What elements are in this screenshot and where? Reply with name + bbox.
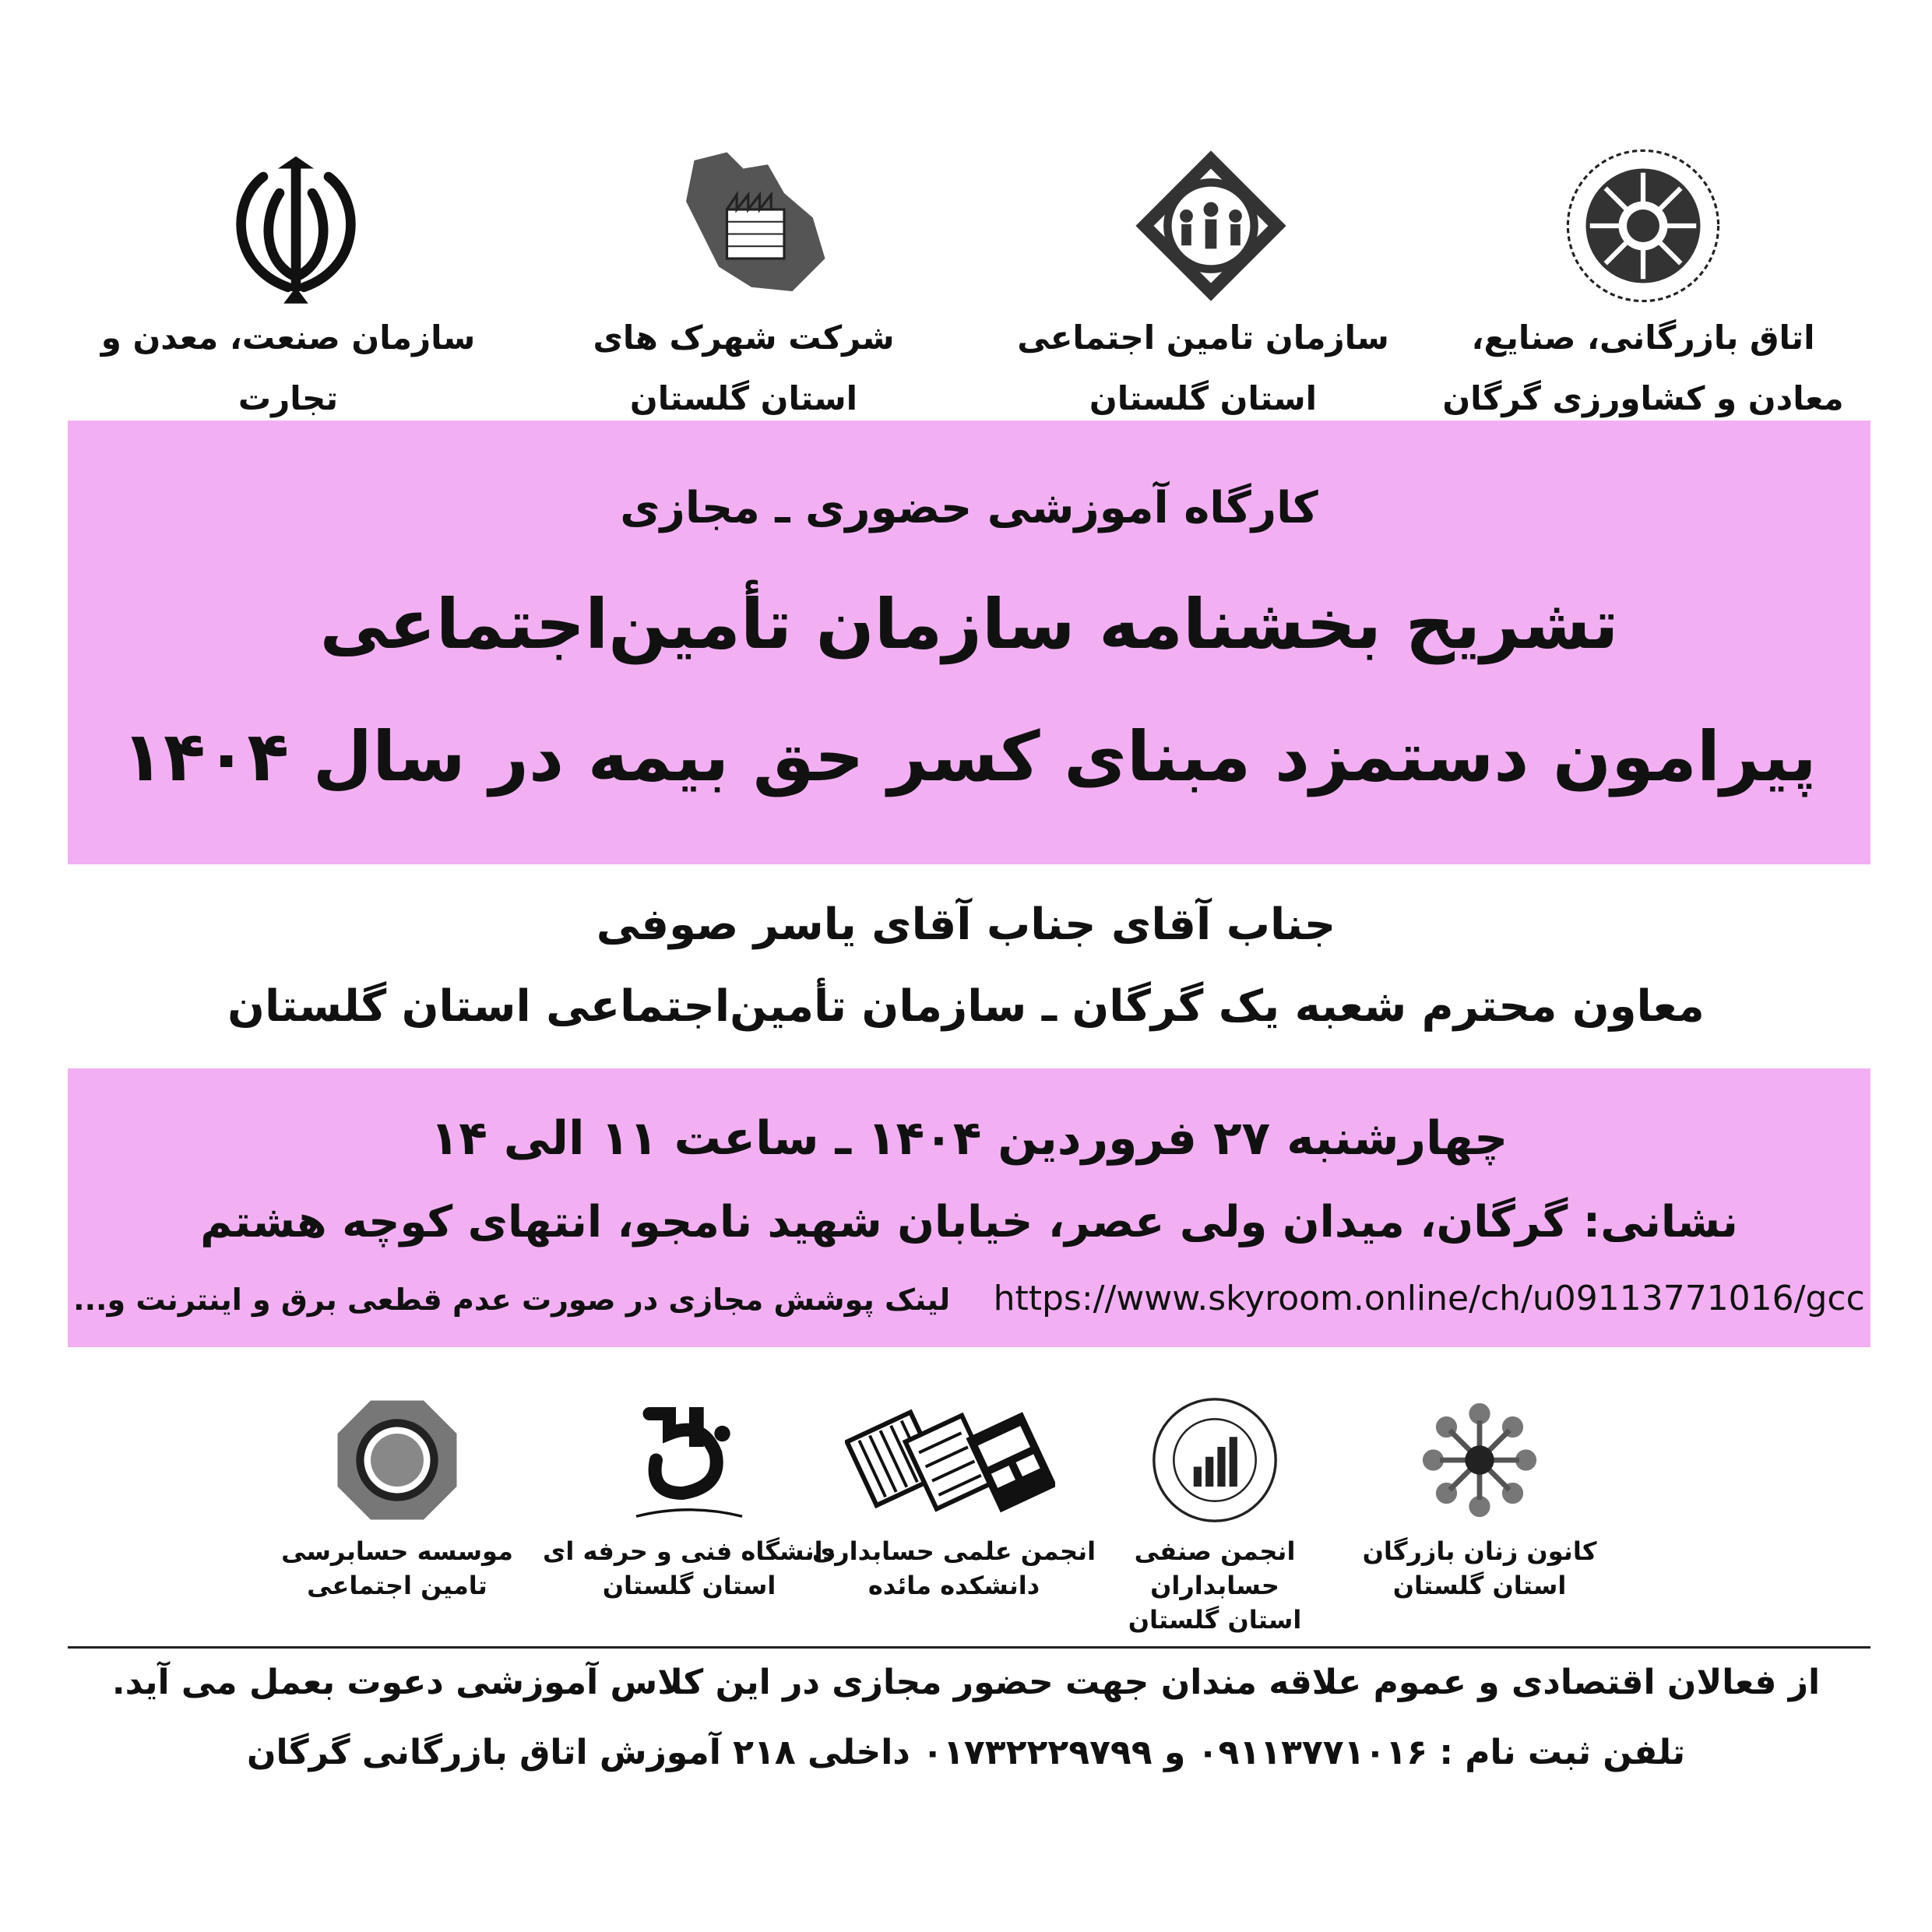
accountants-guild-seal-icon bbox=[1149, 1394, 1281, 1526]
footer-phone: تلفن ثبت نام : ۰۹۱۱۳۷۷۱۰۱۶ و ۰۱۷۳۲۲۲۹۷۹۹ داخلی ۲۱۸ آموزش اتاق بازرگانی گرگان bbox=[246, 1733, 1686, 1772]
industrial-towns-map-icon bbox=[670, 144, 833, 308]
org-chamber-of-commerce: اتاق بازرگانی، صنایع، معادن و کشاورزی گرگان bbox=[1442, 318, 1844, 417]
footer-invitation: از فعالان اقتصادی و عموم علاقه مندان جهت حضور مجازی در این کلاس آموزشی دعوت بعمل می آید. bbox=[111, 1663, 1821, 1702]
footer-divider bbox=[68, 1646, 1870, 1649]
technical-university-logo-icon bbox=[623, 1394, 755, 1526]
workshop-title-box bbox=[68, 421, 1870, 864]
org-industrial-towns: شرکت شهرک های استان گلستان bbox=[593, 318, 895, 417]
org-accountants-guild: انجمن صنفی حسابداران استان گلستان bbox=[1128, 1536, 1302, 1635]
workshop-type: کارگاه آموزشی حضوری ـ مجازی bbox=[620, 483, 1318, 533]
social-security-logo-icon bbox=[1129, 144, 1293, 308]
org-industry-mine-trade: سازمان صنعت، معدن و تجارت bbox=[100, 318, 476, 417]
womens-association-logo-icon bbox=[1413, 1394, 1546, 1526]
workshop-title-line1: تشریح بخشنامه سازمان تأمین‌اجتماعی bbox=[319, 584, 1619, 664]
org-social-security: سازمان تامین اجتماعی استان گلستان bbox=[1017, 318, 1389, 417]
schedule-box bbox=[68, 1068, 1870, 1347]
online-link-row bbox=[68, 1279, 1870, 1318]
iran-emblem-icon bbox=[214, 144, 378, 308]
speaker-name: جناب آقای جناب آقای یاسر صوفی bbox=[596, 899, 1336, 950]
schedule-datetime: چهارشنبه ۲۷ فروردین ۱۴۰۴ ـ ساعت ۱۱ الی ۱۴ bbox=[430, 1111, 1508, 1166]
org-womens-association: کانون زنان بازرگان استان گلستان bbox=[1362, 1536, 1597, 1600]
audit-institute-logo-icon bbox=[331, 1394, 463, 1526]
online-link-note: لینک پوشش مجازی در صورت عدم قطعی برق و اینترنت و... bbox=[73, 1283, 951, 1317]
org-audit-institute: موسسه حسابرسی تامین اجتماعی bbox=[281, 1536, 513, 1600]
accounting-tools-icon bbox=[845, 1394, 1055, 1526]
workshop-title-line2: پیرامون دستمزد مبنای کسر حق بیمه در سال ۱۴۰۴ bbox=[121, 716, 1817, 797]
schedule-address: نشانی: گرگان، میدان ولی عصر، خیابان شهید نامجو، انتهای کوچه هشتم bbox=[200, 1197, 1738, 1248]
org-accounting-society: انجمن علمی حسابداری دانشکده مائده bbox=[811, 1536, 1096, 1600]
org-technical-university: دانشگاه فنی و حرفه ای استان گلستان bbox=[543, 1536, 836, 1600]
chamber-of-commerce-emblem-icon bbox=[1561, 144, 1725, 308]
speaker-position: معاون محترم شعبه یک گرگان ـ سازمان تأمین‌اجتماعی استان گلستان bbox=[227, 981, 1705, 1032]
online-link-url[interactable]: https://www.skyroom.online/ch/u09113771016/gcc bbox=[993, 1279, 1865, 1318]
